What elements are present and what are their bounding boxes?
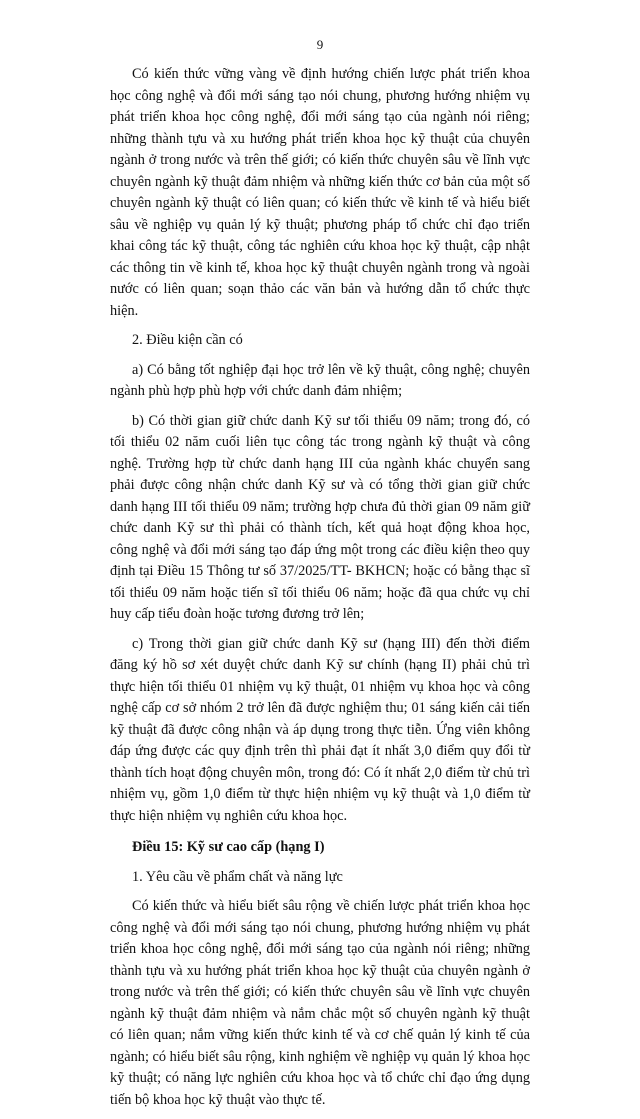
page-number: 9 [316, 37, 324, 52]
paragraph-senior-knowledge: Có kiến thức và hiểu biết sâu rộng về chiến lược phát triển khoa học công nghệ và đổi mới sáng tạo nói chung, phương hướng nhiệm vụ phát triển khoa học công nghệ, đổi mới sáng tạo của ngành nói riêng; những thành tựu và xu hướng phát triển khoa học kỹ thuật của chuyên ngành ở trong nước và trên thế giới; có kiến thức chuyên sâu về lĩnh vực chuyên ngành kỹ thuật đảm nhiệm và nắm chắc một số chuyên ngành kỹ thuật có liên quan; nắm vững kiến thức kinh tế và cơ chế quản lý kinh tế của ngành; có hiểu biết sâu rộng, kinh nghiệm về nghiệp vụ quản lý khoa học kỹ thuật; có năng lực nghiên cứu khoa học và tổ chức chỉ đạo ứng dụng tiến bộ khoa học kỹ thuật vào thực tế. [110, 898, 530, 1108]
paragraph-condition-a: a) Có bằng tốt nghiệp đại học trở lên về kỹ thuật, công nghệ; chuyên ngành phù hợp phù hợp với chức danh đảm nhiệm; [110, 361, 530, 399]
document-body [110, 64, 530, 1119]
paragraph-knowledge-requirements: Có kiến thức vững vàng về định hướng chiến lược phát triển khoa học công nghệ và đổi mới sáng tạo nói chung, phương hướng nhiệm vụ phát triển khoa học công nghệ, đổi mới sáng tạo của ngành nói riêng; những thành tựu và xu hướng phát triển khoa học kỹ thuật của chuyên ngành ở trong nước và trên thế giới; có kiến thức chuyên sâu về lĩnh vực chuyên ngành kỹ thuật đảm nhiệm và những kiến thức cơ bản của một số chuyên ngành kỹ thuật có liên quan; có kiến thức về kinh tế và hiểu biết sâu về nghiệp vụ quản lý kỹ thuật; phương pháp tổ chức chỉ đạo triển khai công tác kỹ thuật, công tác nghiên cứu khoa học kỹ thuật, cập nhật các thông tin về kinh tế, khoa học kỹ thuật chuyên ngành trong và ngoài nước có liên quan; soạn thảo các văn bản và hướng dẫn tổ chức thực hiện. [110, 66, 530, 319]
article-heading: Điều 15: Kỹ sư cao cấp (hạng I) [132, 839, 325, 855]
section-heading-conditions: 2. Điều kiện cần có [132, 332, 243, 348]
paragraph-condition-b: b) Có thời gian giữ chức danh Kỹ sư tối thiểu 09 năm; trong đó, có tối thiểu 02 năm cuối liên tục công tác trong ngành kỹ thuật và công nghệ. Trường hợp từ chức danh hạng III của ngành khác chuyển sang phải được công nhận chức danh Kỹ sư và có tổng thời gian giữ chức danh hạng III tối thiểu 09 năm; trường hợp chưa đủ thời gian 09 năm giữ chức danh Kỹ sư thì phải có thành tích, kết quả hoạt động khoa học, công nghệ và đổi mới sáng tạo đáp ứng một trong các điều kiện theo quy định tại Điều 15 Thông tư số 37/2025/TT- BKHCN; hoặc có bằng thạc sĩ tối thiểu 09 năm hoặc tiến sĩ tối thiểu 06 năm; hoặc đã qua chức vụ chỉ huy cấp tiểu đoàn hoặc tương đương trở lên; [110, 412, 530, 622]
section-heading-qualities: 1. Yêu cầu về phẩm chất và năng lực [132, 868, 343, 885]
paragraph-condition-c: c) Trong thời gian giữ chức danh Kỹ sư (hạng III) đến thời điểm đăng ký hồ sơ xét duyệt chức danh Kỹ sư chính (hạng II) phải chủ trì thực hiện tối thiểu 01 nhiệm vụ kỹ thuật, 01 nhiệm vụ khoa học và công nghệ cấp cơ sở nhóm 2 trở lên đã được nghiệm thu; 01 sáng kiến cải tiến kỹ thuật đã được công nhận và áp dụng trong thực tiễn. Ứng viên không đáp ứng được các quy định trên thì phải đạt ít nhất 3,0 điểm quy đổi từ thành tích hoạt động chuyên môn, trong đó: Có ít nhất 2,0 điểm từ chủ trì nhiệm vụ, gồm 1,0 điểm từ thực hiện nhiệm vụ kỹ thuật và 1,0 điểm từ thực hiện nhiệm vụ nghiên cứu khoa học. [110, 635, 530, 824]
